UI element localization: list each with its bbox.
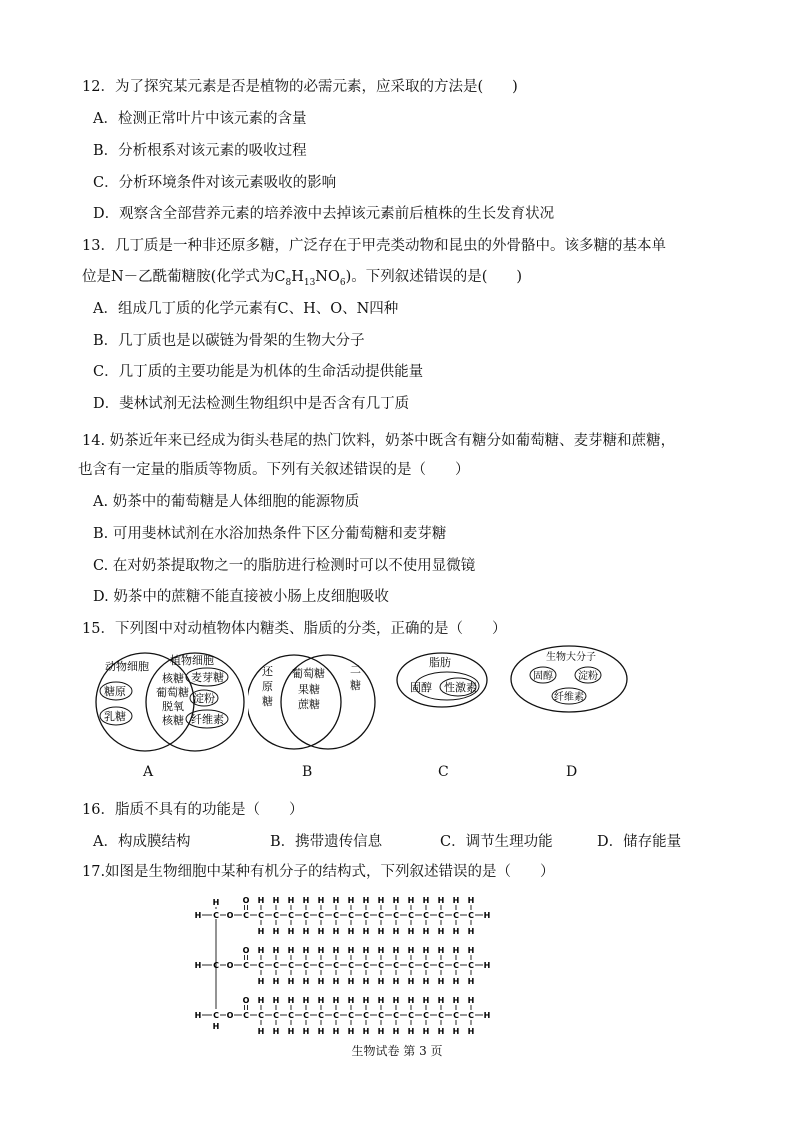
atom-h: H — [422, 927, 430, 936]
atom-h: H — [407, 1027, 415, 1035]
atom-c: C — [303, 961, 309, 970]
fig-a-deoxy1: 脱氧 — [162, 700, 184, 713]
atom-o: O — [226, 911, 234, 920]
q13-stem-line2: 位是N－乙酰葡糖胺(化学式为$C_8H_{13}NO_6$)。下列叙述错误的是( ) — [82, 269, 523, 288]
atom-c: C — [423, 911, 429, 920]
atom-h: H — [452, 946, 460, 955]
q12-option-c: C．分析环境条件对该元素吸收的影响 — [93, 175, 337, 191]
atom-c: C — [468, 961, 474, 970]
atom-h: H — [437, 996, 445, 1005]
fig-b-reducing-2: 原 — [262, 680, 273, 693]
fig-label-d: D — [566, 764, 578, 780]
atom-h: H — [347, 927, 355, 936]
atom-h: H — [194, 961, 202, 970]
atom-c: C — [408, 1011, 414, 1020]
atom-c: C — [438, 1011, 444, 1020]
fig-d-cellulose: 纤维素 — [554, 692, 584, 703]
atom-c: C — [348, 961, 354, 970]
fig-b-reducing-1: 还 — [262, 665, 273, 678]
atom-c: C — [363, 961, 369, 970]
atom-h: H — [272, 1027, 280, 1035]
atom-c: C — [243, 1011, 249, 1020]
atom-h: H — [452, 977, 460, 986]
fig-a-glucose: 葡萄糖 — [156, 686, 189, 699]
fig-b-sucrose: 蔗糖 — [298, 698, 320, 711]
atom-c: C — [423, 1011, 429, 1020]
atom-h: H — [362, 977, 370, 986]
atom-c: C — [378, 1011, 384, 1020]
atom-h: H — [362, 1027, 370, 1035]
fig-c-sterol: 固醇 — [410, 681, 432, 694]
fig-label-b: B — [302, 764, 313, 780]
atom-h: H — [332, 946, 340, 955]
atom-c: C — [213, 961, 219, 970]
atom-h: H — [483, 1011, 491, 1020]
fig-label-a: A — [143, 764, 154, 780]
atom-h: H — [272, 977, 280, 986]
atom-h: H — [377, 946, 385, 955]
atom-c: C — [258, 961, 264, 970]
atom-h: H — [437, 1027, 445, 1035]
atom-o: O — [242, 896, 250, 905]
fig-c-sex-hormone: 性激素 — [444, 681, 477, 694]
atom-h: H — [377, 927, 385, 936]
atom-h: H — [302, 927, 310, 936]
atom-h: H — [467, 946, 475, 955]
atom-h: H — [467, 996, 475, 1005]
atom-c: C — [378, 961, 384, 970]
atom-h: H — [467, 1027, 475, 1035]
atom-h: H — [302, 996, 310, 1005]
fig-a-plant: 植物细胞 — [170, 654, 214, 667]
atom-c: C — [453, 961, 459, 970]
atom-o: O — [242, 946, 250, 955]
atom-h: H — [302, 1027, 310, 1035]
atom-c: C — [453, 1011, 459, 1020]
q16-option-d: D．储存能量 — [597, 834, 682, 850]
fig-d-sterol: 固醇 — [533, 671, 553, 682]
atom-h: H — [452, 1027, 460, 1035]
atom-h: H — [422, 946, 430, 955]
fig-a-cellulose: 纤维素 — [191, 713, 224, 726]
atom-c: C — [393, 961, 399, 970]
atom-h: H — [483, 961, 491, 970]
q13-option-d: D．斐林试剂无法检测生物组织中是否含有几丁质 — [93, 396, 410, 412]
atom-h: H — [257, 1027, 265, 1035]
q12-stem: 12．为了探究某元素是否是植物的必需元素，应采取的方法是( ) — [82, 79, 518, 95]
fig-a-ribose: 核糖 — [162, 672, 184, 685]
fig-b-reducing-3: 糖 — [262, 695, 273, 708]
atom-o: O — [226, 961, 234, 970]
atom-c: C — [288, 961, 294, 970]
atom-h: H — [347, 896, 355, 905]
atom-c: C — [438, 961, 444, 970]
fig-label-c: C — [438, 764, 449, 780]
atom-o: O — [226, 1011, 234, 1020]
atom-h: H — [332, 927, 340, 936]
atom-h: H — [362, 896, 370, 905]
atom-h: H — [362, 996, 370, 1005]
q13-option-b: B．几丁质也是以碳链为骨架的生物大分子 — [93, 333, 365, 349]
fig-b-di-1: 二 — [350, 663, 361, 676]
atom-h: H — [272, 927, 280, 936]
atom-c: C — [213, 911, 219, 920]
atom-c: C — [468, 1011, 474, 1020]
atom-h: H — [287, 946, 295, 955]
atom-c: C — [213, 1011, 219, 1020]
atom-h: H — [392, 977, 400, 986]
atom-h: H — [437, 927, 445, 936]
q16-stem: 16．脂质不具有的功能是（ ） — [82, 802, 304, 818]
q17-triglyceride-structure — [190, 895, 500, 1035]
atom-h: H — [332, 996, 340, 1005]
atom-h: H — [407, 927, 415, 936]
atom-c: C — [303, 1011, 309, 1020]
q14-option-d: D. 奶茶中的蔗糖不能直接被小肠上皮细胞吸收 — [93, 589, 389, 605]
atom-c: C — [348, 1011, 354, 1020]
atom-h: H — [392, 996, 400, 1005]
page-footer: 生物试卷 第 3 页 — [351, 1044, 443, 1058]
q15-figure-c — [394, 648, 494, 718]
atom-c: C — [423, 961, 429, 970]
atom-h: H — [257, 977, 265, 986]
atom-h: H — [407, 946, 415, 955]
fig-a-lactose: 乳糖 — [104, 710, 126, 723]
atom-c: C — [258, 1011, 264, 1020]
fig-b-glucose: 葡萄糖 — [292, 667, 325, 680]
atom-c: C — [453, 911, 459, 920]
atom-c: C — [243, 911, 249, 920]
atom-c: C — [318, 961, 324, 970]
atom-c: C — [273, 911, 279, 920]
atom-c: C — [318, 1011, 324, 1020]
atom-c: C — [288, 1011, 294, 1020]
atom-c: C — [243, 961, 249, 970]
atom-c: C — [408, 961, 414, 970]
atom-h: H — [347, 946, 355, 955]
atom-h: H — [407, 896, 415, 905]
atom-h: H — [437, 896, 445, 905]
q16-option-a: A．构成膜结构 — [93, 834, 191, 850]
q12-option-a: A．检测正常叶片中该元素的含量 — [93, 111, 307, 127]
atom-o: O — [242, 996, 250, 1005]
atom-h: H — [467, 977, 475, 986]
atom-h: H — [272, 896, 280, 905]
atom-h: H — [362, 927, 370, 936]
atom-c: C — [273, 1011, 279, 1020]
atom-h: H — [317, 1027, 325, 1035]
atom-h: H — [212, 1022, 220, 1031]
atom-h: H — [422, 896, 430, 905]
q12-option-d: D．观察含全部营养元素的培养液中去掉该元素前后植株的生长发育状况 — [93, 206, 555, 222]
q12-option-b: B．分析根系对该元素的吸收过程 — [93, 143, 307, 159]
atom-c: C — [258, 911, 264, 920]
atom-h: H — [287, 927, 295, 936]
atom-c: C — [303, 911, 309, 920]
atom-h: H — [212, 898, 220, 907]
atom-h: H — [407, 996, 415, 1005]
atom-c: C — [333, 961, 339, 970]
atom-h: H — [287, 977, 295, 986]
atom-c: C — [408, 911, 414, 920]
atom-c: C — [288, 911, 294, 920]
atom-h: H — [302, 946, 310, 955]
atom-h: H — [194, 911, 202, 920]
atom-h: H — [302, 977, 310, 986]
atom-c: C — [363, 911, 369, 920]
atom-h: H — [422, 1027, 430, 1035]
fig-a-glycogen: 糖原 — [104, 685, 126, 698]
q15-figure-a — [95, 645, 245, 760]
atom-h: H — [437, 946, 445, 955]
atom-h: H — [452, 996, 460, 1005]
q13-option-a: A．组成几丁质的化学元素有C、H、O、N四种 — [93, 301, 399, 317]
fig-d-macro: 生物大分子 — [546, 652, 596, 663]
atom-h: H — [257, 946, 265, 955]
q14-option-b: B. 可用斐林试剂在水浴加热条件下区分葡萄糖和麦芽糖 — [93, 526, 447, 542]
fig-b-di-2: 糖 — [350, 679, 361, 692]
q14-option-a: A. 奶茶中的葡萄糖是人体细胞的能源物质 — [93, 494, 360, 510]
atom-h: H — [287, 996, 295, 1005]
atom-h: H — [302, 896, 310, 905]
atom-h: H — [257, 996, 265, 1005]
fig-a-deoxy2: 核糖 — [162, 714, 184, 727]
fig-a-animal: 动物细胞 — [105, 660, 149, 673]
atom-h: H — [317, 896, 325, 905]
q13-option-c: C．几丁质的主要功能是为机体的生命活动提供能量 — [93, 364, 424, 380]
q14-option-c: C. 在对奶茶提取物之一的脂肪进行检测时可以不使用显微镜 — [93, 558, 476, 574]
atom-h: H — [377, 996, 385, 1005]
atom-c: C — [318, 911, 324, 920]
q16-option-b: B．携带遗传信息 — [270, 834, 383, 850]
q16-option-c: C．调节生理功能 — [440, 834, 553, 850]
q13-stem-line1: 13．几丁质是一种非还原多糖，广泛存在于甲壳类动物和昆虫的外骨骼中。该多糖的基本单 — [82, 238, 666, 254]
atom-h: H — [452, 896, 460, 905]
atom-h: H — [437, 977, 445, 986]
atom-h: H — [452, 927, 460, 936]
q15-figure-d — [508, 643, 633, 718]
atom-c: C — [393, 1011, 399, 1020]
atom-h: H — [287, 896, 295, 905]
atom-h: H — [377, 896, 385, 905]
atom-h: H — [287, 1027, 295, 1035]
fig-a-starch: 淀粉 — [193, 692, 215, 705]
q15-stem: 15．下列图中对动植物体内糖类、脂质的分类，正确的是（ ） — [82, 621, 507, 637]
atom-h: H — [332, 977, 340, 986]
atom-h: H — [332, 896, 340, 905]
atom-h: H — [272, 946, 280, 955]
fig-b-fructose: 果糖 — [298, 683, 320, 696]
atom-h: H — [422, 977, 430, 986]
atom-c: C — [438, 911, 444, 920]
atom-h: H — [317, 946, 325, 955]
atom-h: H — [347, 977, 355, 986]
atom-h: H — [377, 977, 385, 986]
atom-c: C — [468, 911, 474, 920]
atom-c: C — [348, 911, 354, 920]
atom-h: H — [467, 896, 475, 905]
atom-h: H — [272, 996, 280, 1005]
atom-h: H — [483, 911, 491, 920]
fig-a-maltose: 麦芽糖 — [191, 671, 224, 684]
atom-h: H — [257, 927, 265, 936]
atom-h: H — [317, 927, 325, 936]
atom-h: H — [422, 996, 430, 1005]
fig-c-fat: 脂肪 — [429, 656, 451, 669]
atom-h: H — [332, 1027, 340, 1035]
atom-h: H — [392, 946, 400, 955]
atom-h: H — [392, 927, 400, 936]
atom-c: C — [333, 911, 339, 920]
atom-h: H — [347, 996, 355, 1005]
atom-c: C — [393, 911, 399, 920]
atom-c: C — [363, 1011, 369, 1020]
atom-h: H — [317, 977, 325, 986]
fig-d-starch: 淀粉 — [578, 671, 598, 682]
atom-h: H — [467, 927, 475, 936]
q17-stem: 17.如图是生物细胞中某种有机分子的结构式，下列叙述错误的是（ ） — [82, 864, 555, 880]
atom-c: C — [273, 961, 279, 970]
q14-stem-line2: 也含有一定量的脂质等物质。下列有关叙述错误的是（ ） — [78, 462, 470, 478]
atom-h: H — [257, 896, 265, 905]
q14-stem-line1: 14. 奶茶近年来已经成为街头巷尾的热门饮料，奶茶中既含有糖分如葡萄糖、麦芽糖和蔗糖， — [82, 433, 676, 449]
atom-h: H — [194, 1011, 202, 1020]
atom-c: C — [378, 911, 384, 920]
atom-h: H — [317, 996, 325, 1005]
atom-h: H — [347, 1027, 355, 1035]
atom-h: H — [392, 896, 400, 905]
atom-h: H — [362, 946, 370, 955]
atom-h: H — [407, 977, 415, 986]
atom-h: H — [392, 1027, 400, 1035]
atom-c: C — [333, 1011, 339, 1020]
atom-h: H — [377, 1027, 385, 1035]
q15-figure-b — [248, 645, 378, 760]
